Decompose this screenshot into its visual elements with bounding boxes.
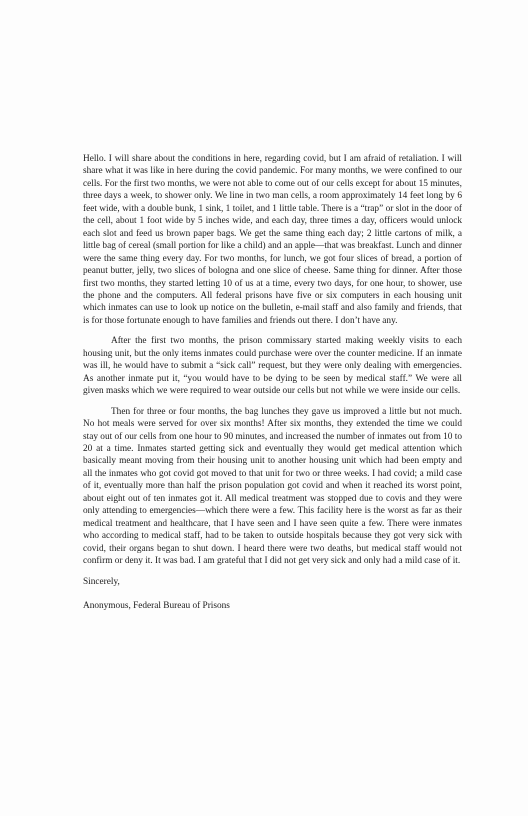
letter-paragraph-1: Hello. I will share about the conditions in here, regarding covid, but I am afraid of retaliation. I will share what it was like in here during the covid pandemic. For many months, we were confined to our cells. For the first two months, we were not able to come out of our cells except for about 15 minutes, three days a week, to shower only. We line in two man cells, a room approximately 14 feet long by 6 feet wide, with a double bunk, 1 sink, 1 toilet, and 1 little table. There is a “trap” or slot in the door of the cell, about 1 foot wide by 5 inches wide, and each day, three times a day, officers would unlock each slot and feed us brown paper bags. We get the same thing each day; 2 little cartons of milk, a little bag of cereal (small portion for like a child) and an apple—that was breakfast. Lunch and dinner were the same thing every day. For two months, for lunch, we got four slices of bread, a portion of peanut butter, jelly, two slices of bologna and one slice of cheese. Same thing for dinner. After those first two months, they started letting 10 of us at a time, every two days, for one hour, to shower, use the phone and the computers. All federal prisons have five or six computers in each housing unit which inmates can use to look up notice on the bulletin, e-mail staff and also family and friends, that is for those fortunate enough to have families and friends out there. I don’t have any. xyxy=(83,154,462,326)
letter-body xyxy=(83,153,462,612)
letter-signature: Anonymous, Federal Bureau of Prisons xyxy=(83,600,230,611)
letter-closing: Sincerely, xyxy=(83,576,120,587)
letter-paragraph-3: Then for three or four months, the bag lunches they gave us improved a little but not much. No hot meals were served for over six months! After six months, they extended the time we could stay out of our cells from one hour to 90 minutes, and increased the number of inmates out from 10 to 20 at a time. Inmates started getting sick and eventually they would get medical attention which basically meant moving from their housing unit to another housing unit which had been empty and all the inmates who got covid got moved to that unit for two or three weeks. I had covid; a mild case of it, eventually more than half the prison population got covid and when it reached its worst point, about eight out of ten inmates got it. All medical treatment was stopped due to covis and they were only attending to emergencies—which there were a few. This facility here is the worst as far as their medical treatment and healthcare, that I have seen and I have seen quite a few. There were inmates who according to medical staff, had to be taken to outside hospitals because they got very sick with covid, their organs began to shut down. I heard there were two deaths, but medical staff would not confirm or deny it. It was bad. I am grateful that I did not get very sick and only had a mild case of it. xyxy=(83,406,462,567)
letter-paragraph-2: After the first two months, the prison commissary started making weekly visits to each housing unit, but the only items inmates could purchase were over the counter medicine. If an inmate was ill, he would have to submit a “sick call” request, but they were only dealing with emergencies. As another inmate put it, “you would have to be dying to be seen by medical staff.” We were all given masks which we were required to wear outside our cells but not while we were inside our cells. xyxy=(83,336,462,397)
